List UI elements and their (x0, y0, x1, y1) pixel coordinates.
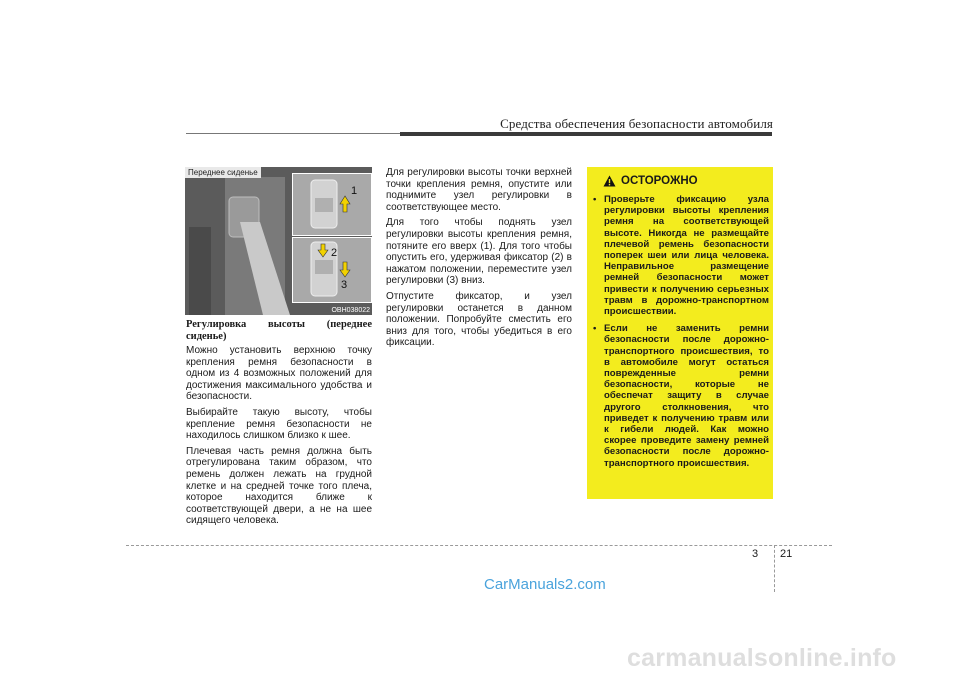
bullet-icon: • (593, 323, 597, 335)
page-number-divider (774, 545, 775, 592)
figure-inset-lower (292, 237, 372, 303)
paragraph: Отпустите фиксатор, и узел регулировки останется в данном положении. Попробуйте сместить его вниз для того, чтобы убедиться в его фиксации. (386, 290, 572, 349)
warning-box (587, 167, 773, 499)
paragraph: Плечевая часть ремня должна быть отрегулирована таким образом, что ремень должен лежать на грудной клетке и на средней точке того плеча, которое находится ближе к соответствующей двери, а не на шее сидящего человека. (186, 445, 372, 527)
callout-2: 2 (331, 247, 338, 259)
section-title: Регулировка высоты (переднее сиденье) (186, 319, 372, 342)
watermark-bottom[interactable]: carmanualsonline.info (627, 644, 897, 672)
header-rule-bold (400, 132, 772, 136)
callout-3: 3 (341, 279, 348, 291)
warning-item (593, 194, 769, 317)
paragraph: Для того чтобы поднять узел регулировки высоты крепления ремня, потяните его вверх (1). Для того чтобы опустить его, удерживая фиксатор (2) в нажатом положении, переместите узел регулировки (3) вниз. (386, 217, 572, 287)
section-number: 3 (752, 548, 759, 560)
running-header: Средства обеспечения безопасности автомобиля (500, 116, 773, 131)
watermark-top[interactable]: CarManuals2.com (484, 576, 606, 593)
text-column-left (186, 319, 372, 531)
anchor-lower-detail (293, 238, 371, 302)
figure-label: Переднее сиденье (185, 167, 261, 178)
figure-inset-upper (292, 173, 372, 236)
bullet-icon: • (593, 194, 597, 205)
warning-title: ОСТОРОЖНО (621, 175, 698, 187)
warning-triangle-icon (603, 175, 616, 187)
paragraph: Выбирайте такую высоту, чтобы крепление ремня безопасности не находилось слишком близко к шее. (186, 406, 372, 442)
text-column-middle (386, 167, 572, 353)
callout-1: 1 (351, 185, 358, 197)
anchor-raise-detail (293, 174, 371, 235)
warning-heading (603, 175, 698, 187)
seat-belt-figure (185, 167, 372, 315)
paragraph: Можно установить верхнюю точку крепления ремня безопасности в одном из 4 возможных положений для достижения максимального удобства и безопасности. (186, 345, 372, 403)
footer-rule (126, 545, 832, 546)
figure-code: OBH038022 (331, 307, 370, 314)
warning-item-text: Если не заменить ремни безопасности после дорожно-транспортного происшествия, то в автомобиле могут остаться поврежденные ремни безопасности, которые не обеспечат защиту в случае другого столкновения, что приведет к получению травм или к гибели людей. Как можно скорее проведите замену ремней безопасности после дорожно-транспортного происшествия. (604, 323, 769, 469)
warning-list (593, 194, 769, 475)
warning-item-text: Проверьте фиксацию узла регулировки высоты крепления ремня на соответствующей высоте. Никогда не размещайте плечевой ремень безопасности поперек шеи или лица человека. Неправильное размещение ремней безопасности может привести к получению серьезных травм в дорожно-транспортном происшествии. (604, 194, 769, 318)
page-number: 21 (780, 548, 793, 560)
warning-item (593, 323, 769, 469)
paragraph: Для регулировки высоты точки верхней точки крепления ремня, опустите или поднимите узел регулировки в соответствующее место. (386, 167, 572, 213)
